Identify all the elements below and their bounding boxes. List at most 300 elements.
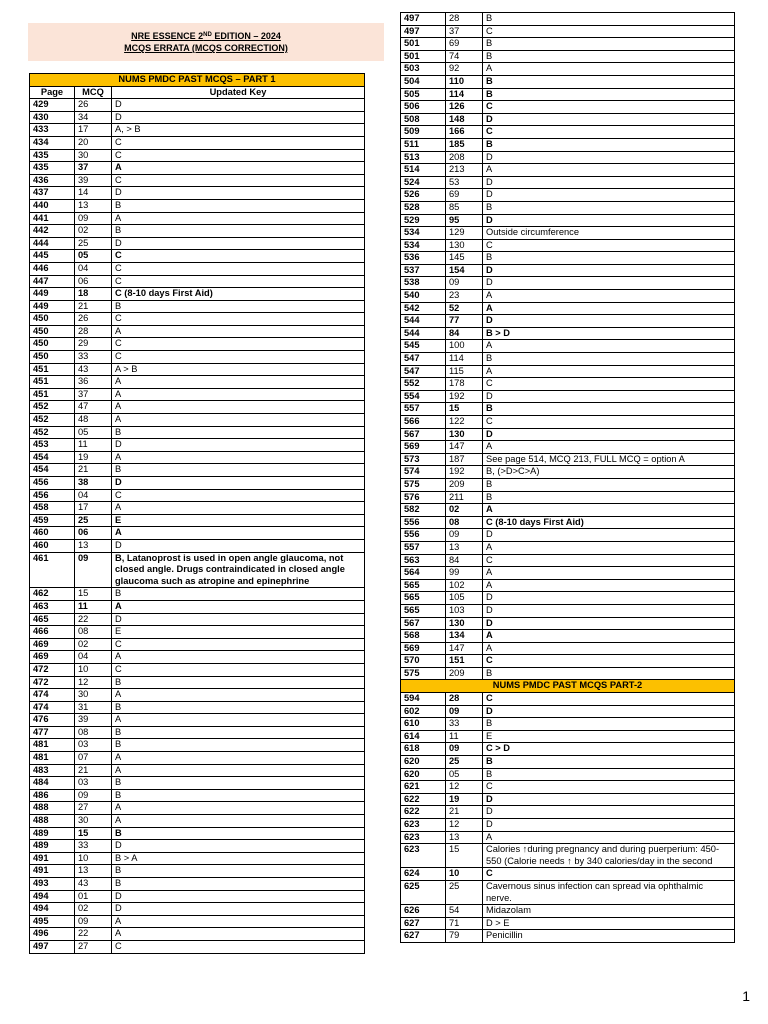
mcq-cell: 53 (446, 176, 483, 189)
page-cell: 463 (30, 600, 75, 613)
page-cell: 569 (401, 441, 446, 454)
mcq-cell: 30 (75, 689, 112, 702)
key-cell: C (112, 262, 365, 275)
column-header-page: Page (30, 86, 75, 99)
key-cell: B (483, 478, 735, 491)
table-row (30, 600, 365, 613)
mcq-cell: 09 (75, 552, 112, 588)
key-cell: A (483, 504, 735, 517)
key-cell: Penicillin (483, 930, 735, 943)
key-cell: B (112, 865, 365, 878)
mcq-cell: 02 (75, 225, 112, 238)
mcq-cell: 37 (446, 25, 483, 38)
page-cell: 602 (401, 705, 446, 718)
mcq-cell: 08 (446, 516, 483, 529)
mcq-cell: 05 (75, 250, 112, 263)
errata-table-continued (400, 12, 735, 943)
key-cell: D (483, 604, 735, 617)
table-row (30, 300, 365, 313)
page-cell: 544 (401, 315, 446, 328)
mcq-cell: 11 (75, 439, 112, 452)
mcq-cell: 10 (446, 868, 483, 881)
page-cell: 570 (401, 655, 446, 668)
table-row (401, 151, 735, 164)
table-row (401, 441, 735, 454)
key-cell: A (112, 651, 365, 664)
mcq-cell: 28 (446, 13, 483, 26)
key-cell: A (483, 63, 735, 76)
mcq-cell: 08 (75, 726, 112, 739)
key-cell: B (483, 768, 735, 781)
column-header-mcq: MCQ (75, 86, 112, 99)
mcq-cell: 03 (75, 739, 112, 752)
table-row (30, 363, 365, 376)
table-row (401, 113, 735, 126)
mcq-cell: 43 (75, 363, 112, 376)
key-cell: D (112, 99, 365, 112)
page-cell: 461 (30, 552, 75, 588)
table-row (401, 201, 735, 214)
page-cell: 514 (401, 164, 446, 177)
table-row (30, 651, 365, 664)
page-cell: 484 (30, 777, 75, 790)
mcq-cell: 48 (75, 414, 112, 427)
mcq-cell: 103 (446, 604, 483, 617)
page-number: 1 (742, 988, 750, 1004)
table-row (401, 567, 735, 580)
key-cell: D (112, 840, 365, 853)
table-row (401, 516, 735, 529)
page-cell: 582 (401, 504, 446, 517)
mcq-cell: 10 (75, 663, 112, 676)
key-cell: A (112, 376, 365, 389)
mcq-cell: 122 (446, 416, 483, 429)
table-row (30, 739, 365, 752)
page-cell: 542 (401, 302, 446, 315)
page-cell: 568 (401, 630, 446, 643)
key-cell: D (112, 187, 365, 200)
page-cell: 508 (401, 113, 446, 126)
mcq-cell: 77 (446, 315, 483, 328)
table-row (30, 514, 365, 527)
table-row (30, 351, 365, 364)
page-cell: 435 (30, 162, 75, 175)
mcq-cell: 19 (75, 451, 112, 464)
table-row (401, 302, 735, 315)
mcq-cell: 154 (446, 264, 483, 277)
mcq-cell: 185 (446, 138, 483, 151)
mcq-cell: 69 (446, 189, 483, 202)
key-cell: B (483, 667, 735, 680)
key-cell: C (112, 338, 365, 351)
mcq-cell: 18 (75, 288, 112, 301)
key-cell: B (483, 353, 735, 366)
page-cell: 622 (401, 806, 446, 819)
mcq-cell: 09 (75, 789, 112, 802)
table-row (30, 237, 365, 250)
key-cell: A (483, 340, 735, 353)
mcq-cell: 23 (446, 290, 483, 303)
key-cell: D (483, 214, 735, 227)
table-row (30, 789, 365, 802)
page-cell: 451 (30, 376, 75, 389)
key-cell: Midazolam (483, 905, 735, 918)
key-cell: C (112, 663, 365, 676)
table-row (401, 844, 735, 868)
key-cell: B (483, 201, 735, 214)
key-cell: B (483, 403, 735, 416)
mcq-cell: 92 (446, 63, 483, 76)
mcq-cell: 105 (446, 592, 483, 605)
page-cell: 557 (401, 403, 446, 416)
table-row (30, 477, 365, 490)
key-cell: D (483, 592, 735, 605)
page-cell: 453 (30, 439, 75, 452)
page-cell: 433 (30, 124, 75, 137)
page-cell: 626 (401, 905, 446, 918)
key-cell: A (483, 541, 735, 554)
page-cell: 554 (401, 390, 446, 403)
mcq-cell: 130 (446, 617, 483, 630)
page-cell: 489 (30, 827, 75, 840)
page-cell: 472 (30, 676, 75, 689)
key-cell: B > D (483, 327, 735, 340)
key-cell: A (112, 527, 365, 540)
page-cell: 449 (30, 300, 75, 313)
key-cell: B (483, 88, 735, 101)
key-cell: C (112, 275, 365, 288)
page-cell: 497 (401, 25, 446, 38)
mcq-cell: 17 (75, 124, 112, 137)
key-cell: B, Latanoprost is used in open angle glaucoma, not closed angle. Drugs contraindicated in closed angle glaucoma such as atropine and epinephrine (112, 552, 365, 588)
mcq-cell: 148 (446, 113, 483, 126)
key-cell: C (483, 554, 735, 567)
mcq-cell: 79 (446, 930, 483, 943)
table-row (30, 840, 365, 853)
key-cell: D (483, 151, 735, 164)
page-cell: 565 (401, 592, 446, 605)
mcq-cell: 151 (446, 655, 483, 668)
page-cell: 435 (30, 149, 75, 162)
table-row (401, 403, 735, 416)
page-cell: 452 (30, 401, 75, 414)
table-row (30, 802, 365, 815)
table-row (30, 827, 365, 840)
mcq-cell: 12 (446, 781, 483, 794)
page-cell: 444 (30, 237, 75, 250)
table-row (401, 756, 735, 769)
table-row (401, 252, 735, 265)
mcq-cell: 21 (75, 764, 112, 777)
table-row (401, 189, 735, 202)
mcq-cell: 15 (446, 844, 483, 868)
table-row (401, 478, 735, 491)
key-cell: B (483, 718, 735, 731)
key-cell: C (483, 101, 735, 114)
page-cell: 565 (401, 579, 446, 592)
table-row (30, 187, 365, 200)
key-cell: Outside circumference (483, 227, 735, 240)
page-cell: 557 (401, 541, 446, 554)
table-row (30, 401, 365, 414)
key-cell: A (112, 414, 365, 427)
page-cell: 488 (30, 815, 75, 828)
key-cell: A (483, 831, 735, 844)
table-row (30, 489, 365, 502)
key-cell: C (483, 378, 735, 391)
key-cell: See page 514, MCQ 213, FULL MCQ = option A (483, 453, 735, 466)
page-cell: 493 (30, 878, 75, 891)
page-cell: 552 (401, 378, 446, 391)
key-cell: A (112, 802, 365, 815)
mcq-cell: 10 (75, 852, 112, 865)
page-cell: 462 (30, 588, 75, 601)
key-cell: D (112, 613, 365, 626)
table-row (401, 504, 735, 517)
table-row (401, 466, 735, 479)
table-row (401, 164, 735, 177)
page-cell: 556 (401, 516, 446, 529)
table-row (401, 630, 735, 643)
table-row (401, 353, 735, 366)
key-cell: A (112, 915, 365, 928)
key-cell: B (112, 878, 365, 891)
key-cell: D (483, 176, 735, 189)
table-row (30, 464, 365, 477)
table-row (401, 126, 735, 139)
page-cell: 451 (30, 363, 75, 376)
page-cell: 494 (30, 890, 75, 903)
page-cell: 569 (401, 642, 446, 655)
page-cell: 456 (30, 489, 75, 502)
table-row (30, 613, 365, 626)
mcq-cell: 36 (75, 376, 112, 389)
table-row (401, 365, 735, 378)
page-cell: 620 (401, 768, 446, 781)
table-row (30, 626, 365, 639)
page-cell: 491 (30, 852, 75, 865)
mcq-cell: 27 (75, 940, 112, 953)
table-row (401, 277, 735, 290)
mcq-cell: 43 (75, 878, 112, 891)
mcq-cell: 06 (75, 527, 112, 540)
key-cell: C (112, 638, 365, 651)
table-row (401, 290, 735, 303)
page-cell: 497 (30, 940, 75, 953)
key-cell: C (483, 693, 735, 706)
key-cell: C (483, 868, 735, 881)
table-row (401, 655, 735, 668)
mcq-cell: 12 (75, 676, 112, 689)
table-row (30, 752, 365, 765)
table-row (30, 313, 365, 326)
table-row (30, 199, 365, 212)
page-cell: 472 (30, 663, 75, 676)
key-cell: D (483, 189, 735, 202)
page-cell: 476 (30, 714, 75, 727)
page-cell: 454 (30, 451, 75, 464)
page-cell: 460 (30, 527, 75, 540)
mcq-cell: 114 (446, 353, 483, 366)
page-cell: 501 (401, 38, 446, 51)
page-cell: 450 (30, 325, 75, 338)
table-row (30, 865, 365, 878)
key-cell: D (112, 477, 365, 490)
key-cell: D (483, 806, 735, 819)
page-cell: 618 (401, 743, 446, 756)
page-cell: 474 (30, 689, 75, 702)
table-row (30, 764, 365, 777)
table-row (401, 75, 735, 88)
page-cell: 458 (30, 502, 75, 515)
table-row (30, 903, 365, 916)
mcq-cell: 04 (75, 651, 112, 664)
mcq-cell: 04 (75, 489, 112, 502)
page-cell: 450 (30, 338, 75, 351)
section-header-part-1: NUMS PMDC PAST MCQS – PART 1 (30, 74, 365, 87)
table-row (30, 502, 365, 515)
page-cell: 565 (401, 604, 446, 617)
table-row (401, 592, 735, 605)
page-cell: 529 (401, 214, 446, 227)
page-cell: 497 (401, 13, 446, 26)
page-cell: 466 (30, 626, 75, 639)
mcq-cell: 27 (75, 802, 112, 815)
mcq-cell: 33 (75, 840, 112, 853)
table-row (401, 793, 735, 806)
key-cell: Cavernous sinus infection can spread via ophthalmic nerve. (483, 880, 735, 904)
document-title (28, 23, 384, 61)
key-cell: D (112, 439, 365, 452)
mcq-cell: 209 (446, 478, 483, 491)
key-cell: B (112, 225, 365, 238)
key-cell: D (112, 890, 365, 903)
table-row (30, 174, 365, 187)
page-cell: 447 (30, 275, 75, 288)
table-row (30, 426, 365, 439)
key-cell: D (483, 793, 735, 806)
key-cell: B (112, 789, 365, 802)
key-cell: E (112, 626, 365, 639)
mcq-cell: 39 (75, 714, 112, 727)
table-row (401, 264, 735, 277)
mcq-cell: 09 (75, 212, 112, 225)
mcq-cell: 05 (446, 768, 483, 781)
table-row (30, 852, 365, 865)
page-cell: 524 (401, 176, 446, 189)
table-row (30, 439, 365, 452)
mcq-cell: 09 (75, 915, 112, 928)
key-cell: D (483, 264, 735, 277)
table-row (30, 638, 365, 651)
key-cell: D (483, 277, 735, 290)
table-row (401, 705, 735, 718)
table-row (401, 693, 735, 706)
mcq-cell: 04 (75, 262, 112, 275)
table-row (30, 338, 365, 351)
mcq-cell: 178 (446, 378, 483, 391)
page-cell: 625 (401, 880, 446, 904)
table-row (401, 868, 735, 881)
mcq-cell: 37 (75, 162, 112, 175)
page-cell: 430 (30, 111, 75, 124)
page-cell: 627 (401, 930, 446, 943)
mcq-cell: 69 (446, 38, 483, 51)
table-row (401, 768, 735, 781)
mcq-cell: 166 (446, 126, 483, 139)
table-row (30, 388, 365, 401)
key-cell: A (112, 451, 365, 464)
mcq-cell: 19 (446, 793, 483, 806)
key-cell: D (483, 428, 735, 441)
key-cell: B (112, 588, 365, 601)
mcq-cell: 01 (75, 890, 112, 903)
key-cell: Calories ↑during pregnancy and during puerperium: 450-550 (Calorie needs ↑ by 340 calories/day in the second (483, 844, 735, 868)
table-row (401, 819, 735, 832)
page-cell: 429 (30, 99, 75, 112)
mcq-cell: 52 (446, 302, 483, 315)
table-row (30, 250, 365, 263)
table-row (401, 491, 735, 504)
page-cell: 627 (401, 917, 446, 930)
mcq-cell: 07 (75, 752, 112, 765)
page-cell: 564 (401, 567, 446, 580)
mcq-cell: 192 (446, 390, 483, 403)
table-row (401, 604, 735, 617)
key-cell: A (483, 579, 735, 592)
mcq-cell: 99 (446, 567, 483, 580)
table-row (401, 25, 735, 38)
page-cell: 469 (30, 651, 75, 664)
key-cell: D (483, 390, 735, 403)
page-cell: 496 (30, 928, 75, 941)
page-cell: 573 (401, 453, 446, 466)
key-cell: C (483, 239, 735, 252)
mcq-cell: 25 (75, 237, 112, 250)
mcq-cell: 25 (446, 880, 483, 904)
mcq-cell: 09 (446, 529, 483, 542)
page-cell: 567 (401, 617, 446, 630)
mcq-cell: 84 (446, 554, 483, 567)
page-cell: 450 (30, 313, 75, 326)
key-cell: B (483, 491, 735, 504)
key-cell: C (483, 416, 735, 429)
table-row (30, 940, 365, 953)
page-cell: 575 (401, 478, 446, 491)
mcq-cell: 208 (446, 151, 483, 164)
table-row (401, 579, 735, 592)
page-cell: 544 (401, 327, 446, 340)
mcq-cell: 14 (75, 187, 112, 200)
mcq-cell: 28 (446, 693, 483, 706)
page-cell: 534 (401, 227, 446, 240)
table-row (30, 552, 365, 588)
table-row (401, 781, 735, 794)
key-cell: A > B (112, 363, 365, 376)
key-cell: D (112, 903, 365, 916)
page-cell: 505 (401, 88, 446, 101)
mcq-cell: 33 (75, 351, 112, 364)
key-cell: A (112, 600, 365, 613)
page-cell: 620 (401, 756, 446, 769)
table-row (30, 676, 365, 689)
title-line-1: NRE ESSENCE 2ND EDITION – 2024 (131, 31, 281, 41)
page-cell: 540 (401, 290, 446, 303)
mcq-cell: 30 (75, 815, 112, 828)
page-cell: 545 (401, 340, 446, 353)
mcq-cell: 38 (75, 477, 112, 490)
page-cell: 623 (401, 819, 446, 832)
